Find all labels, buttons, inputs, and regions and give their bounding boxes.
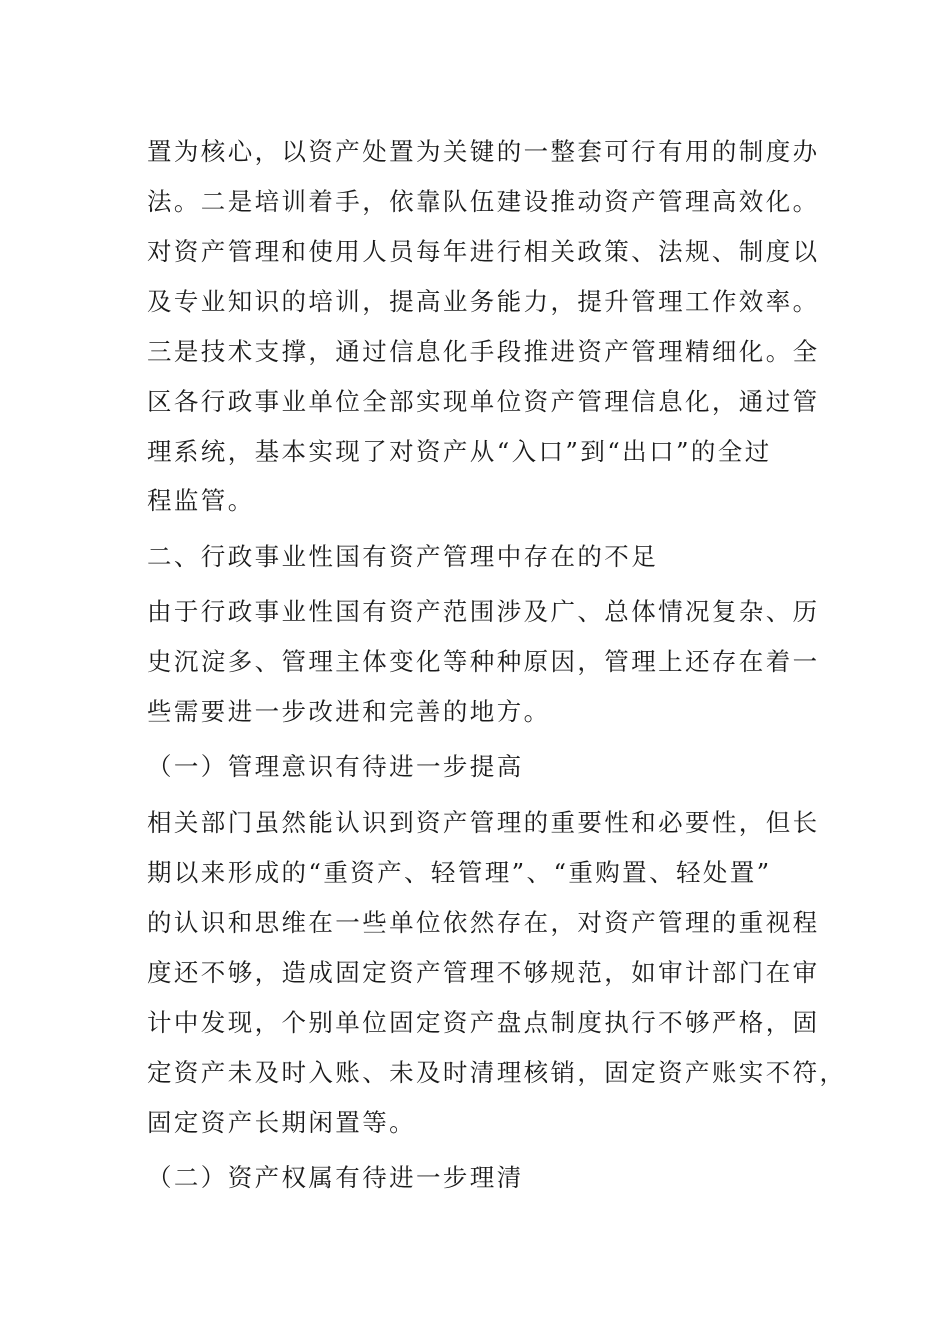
paragraph-line: 的认识和思维在一些单位依然存在，对资产管理的重视程 bbox=[147, 908, 820, 937]
paragraph-line: 程监管。 bbox=[147, 486, 255, 515]
paragraph-line: 期以来形成的“重资产、轻管理”、“重购置、轻处置” bbox=[147, 858, 772, 887]
paragraph-line: 理系统，基本实现了对资产从“入口”到“出口”的全过 bbox=[147, 437, 772, 466]
paragraph-line: 史沉淀多、管理主体变化等种种原因，管理上还存在着一 bbox=[147, 647, 820, 676]
paragraph-line: 定资产未及时入账、未及时清理核销，固定资产账实不符， bbox=[147, 1058, 847, 1087]
section-heading: 二、行政事业性国有资产管理中存在的不足 bbox=[147, 542, 659, 571]
paragraph-line: 区各行政事业单位全部实现单位资产管理信息化，通过管 bbox=[147, 387, 820, 416]
subsection-heading: （二）资产权属有待进一步理清 bbox=[147, 1163, 524, 1192]
paragraph-line: 相关部门虽然能认识到资产管理的重要性和必要性，但长 bbox=[147, 808, 820, 837]
paragraph-line: 法。二是培训着手，依靠队伍建设推动资产管理高效化。 bbox=[147, 187, 820, 216]
paragraph-line: 由于行政事业性国有资产范围涉及广、总体情况复杂、历 bbox=[147, 597, 820, 626]
paragraph-line: 固定资产长期闲置等。 bbox=[147, 1108, 416, 1137]
paragraph-line: 及专业知识的培训，提高业务能力，提升管理工作效率。 bbox=[147, 287, 820, 316]
paragraph-line: 度还不够，造成固定资产管理不够规范，如审计部门在审 bbox=[147, 958, 820, 987]
subsection-heading: （一）管理意识有待进一步提高 bbox=[147, 752, 524, 781]
paragraph-line: 对资产管理和使用人员每年进行相关政策、法规、制度以 bbox=[147, 237, 820, 266]
paragraph-line: 置为核心，以资产处置为关键的一整套可行有用的制度办 bbox=[147, 137, 820, 166]
paragraph-line: 计中发现，个别单位固定资产盘点制度执行不够严格，固 bbox=[147, 1008, 820, 1037]
paragraph-line: 三是技术支撑，通过信息化手段推进资产管理精细化。全 bbox=[147, 337, 820, 366]
paragraph-line: 些需要进一步改进和完善的地方。 bbox=[147, 697, 551, 726]
